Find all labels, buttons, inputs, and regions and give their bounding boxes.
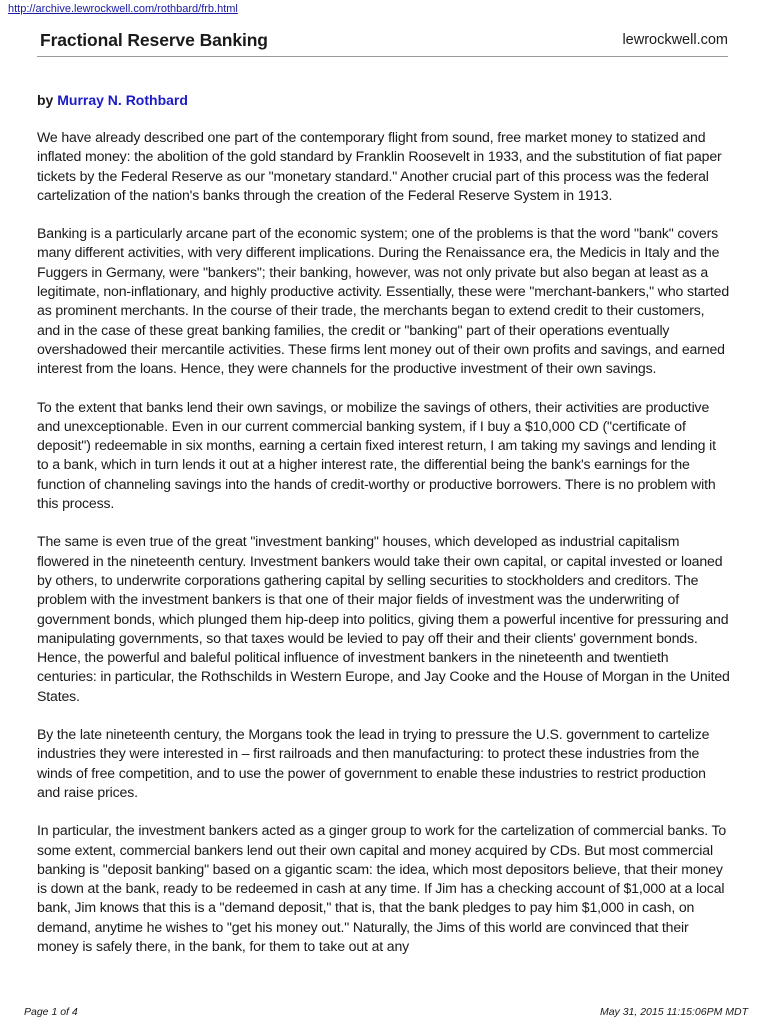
page-number: Page 1 of 4: [24, 1006, 78, 1018]
article-paragraph: We have already described one part of the contemporary flight from sound, free market money to statized and inflated money: the abolition of the gold standard by Franklin Roosevelt in 1933, and the substitution of fiat paper tickets by the Federal Reserve as our "monetary standard." Another crucial part of this process was the federal cartelization of the nation's banks through the creation of the Federal Reserve System in 1913.: [37, 129, 722, 203]
article-paragraph: By the late nineteenth century, the Morgans took the lead in trying to pressure the U.S. government to cartelize industries they were interested in – first railroads and then manufacturing: to protect these industries from the winds of free competition, and to use the power of government to enable these industries to restrict production and raise prices.: [37, 726, 710, 800]
article-paragraph: To the extent that banks lend their own savings, or mobilize the savings of others, their activities are productive and unexceptionable. Even in our current commercial banking system, if I buy a $10,000 CD ("certificate of deposit") redeemable in six months, earning a certain fixed interest return, I am taking my savings and lending it to a bank, which in turn lends it out at a higher interest rate, the differential being the bank's earnings for the function of channeling savings into the hands of credit-worthy or productive borrowers. There is no problem with this process.: [37, 398, 716, 512]
author-link[interactable]: Murray N. Rothbard: [57, 92, 188, 108]
article-paragraph: Banking is a particularly arcane part of the economic system; one of the problems is that the word "bank" covers many different activities, with very different implications. During the Renaissance era, the Medicis in Italy and the Fuggers in Germany, were "bankers"; their banking, however, was not only private but also began at least as a legitimate, non-inflationary, and highly productive activity. Essentially, these were "merchant-bankers," who started as prominent merchants. In the course of their trade, the merchants began to extend credit to their customers, and in the case of these great banking families, the credit or "banking" part of their operations eventually overshadowed their mercantile activities. These firms lent money out of their own profits and savings, and earned interest from the loans. Hence, they were channels for the productive investment of their own savings.: [37, 225, 730, 377]
source-url-link[interactable]: http://archive.lewrockwell.com/rothbard/frb.html: [8, 3, 238, 15]
document-header: [37, 30, 728, 57]
byline-prefix: by: [37, 92, 54, 108]
document-title: Fractional Reserve Banking: [40, 30, 268, 50]
article-paragraph: In particular, the investment bankers acted as a ginger group to work for the cartelization of commercial banks. To some extent, commercial bankers lend out their own capital and money acquired by CDs. But most commercial banking is "deposit banking" based on a gigantic scam: the idea, which most depositors believe, that their money is down at the bank, ready to be redeemed in cash at any time. If Jim has a checking account of $1,000 at a local bank, Jim knows that this is a "demand deposit," that is, that the bank pledges to pay him $1,000 in cash, on demand, anytime he wishes to "get his money out." Naturally, the Jims of this world are convinced that their money is safely there, in the bank, for them to take out at any: [37, 822, 727, 954]
article-paragraph: The same is even true of the great "investment banking" houses, which developed as industrial capitalism flowered in the nineteenth century. Investment bankers would take their own capital, or capital invested or loaned by others, to underwrite corporations gathering capital by selling securities to stockholders and creditors. The problem with the investment bankers is that one of their major fields of investment was the underwriting of government bonds, which plunged them hip-deep into politics, giving them a powerful incentive for pressuring and manipulating governments, so that taxes would be levied to pay off their and their clients' government bonds. Hence, the powerful and baleful political influence of investment bankers in the nineteenth and twentieth centuries: in particular, the Rothschilds in Western Europe, and Jay Cooke and the House of Morgan in the United States.: [37, 533, 730, 704]
print-timestamp: May 31, 2015 11:15:06PM MDT: [599, 1006, 748, 1018]
article-body: [37, 128, 731, 996]
site-name: lewrockwell.com: [622, 32, 728, 48]
byline: [37, 92, 188, 108]
